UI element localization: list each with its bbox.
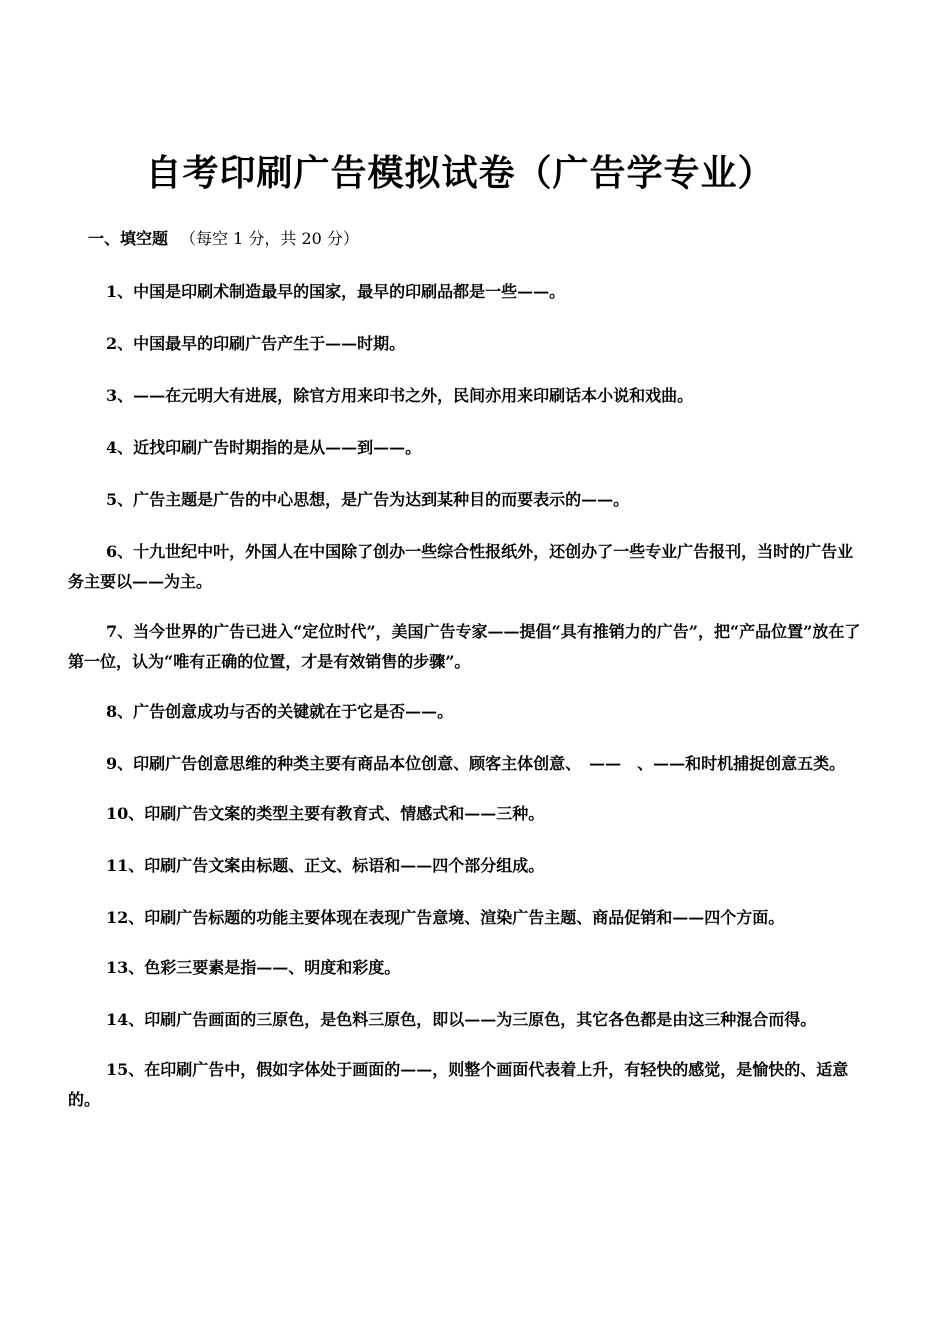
question-item: 2、中国最早的印刷广告产生于——时期。 — [106, 334, 406, 353]
question-list — [68, 277, 868, 1135]
section-scoring-note: （每空 1 分，共 20 分） — [180, 229, 359, 248]
question-item: 13、色彩三要素是指——、明度和彩度。 — [106, 958, 401, 977]
question-item: 11、印刷广告文案由标题、正文、标语和——四个部分组成。 — [106, 856, 545, 875]
section-heading-label: 一、填空题 — [88, 229, 169, 248]
question-item: 6、十九世纪中叶，外国人在中国除了创办一些综合性报纸外，还创办了一些专业广告报刊，当时的广告业务主要以——为主。 — [68, 542, 854, 591]
question-item: 15、在印刷广告中，假如字体处于画面的——，则整个画面代表着上升，有轻快的感觉，是愉快的、适意的。 — [68, 1060, 849, 1109]
question-item: 12、印刷广告标题的功能主要体现在表现广告意境、渲染广告主题、商品促销和——四个方面。 — [106, 908, 785, 927]
question-item: 5、广告主题是广告的中心思想，是广告为达到某种目的而要表示的——。 — [106, 490, 630, 509]
question-item: 9、印刷广告创意思维的种类主要有商品本位创意、顾客主体创意、 —— 、——和时机捕捉创意五类。 — [106, 754, 846, 773]
question-item: 14、印刷广告画面的三原色，是色料三原色，即以——为三原色，其它各色都是由这三种混合而得。 — [106, 1010, 817, 1029]
question-item: 7、当今世界的广告已进入“定位时代”，美国广告专家——提倡“具有推销力的广告”，把“产品位置”放在了第一位，认为“唯有正确的位置，才是有效销售的步骤”。 — [68, 622, 861, 671]
question-item: 8、广告创意成功与否的关键就在于它是否——。 — [106, 702, 454, 721]
question-item: 4、近找印刷广告时期指的是从——到——。 — [106, 438, 422, 457]
document-title: 自考印刷广告模拟试卷（广告学专业） — [145, 153, 775, 194]
question-item: 1、中国是印刷术制造最早的国家，最早的印刷品都是一些——。 — [106, 282, 566, 301]
question-item: 10、印刷广告文案的类型主要有教育式、情感式和——三种。 — [106, 804, 545, 823]
section-heading — [88, 228, 359, 250]
question-item: 3、——在元明大有进展，除官方用来印书之外，民间亦用来印刷话本小说和戏曲。 — [106, 386, 694, 405]
